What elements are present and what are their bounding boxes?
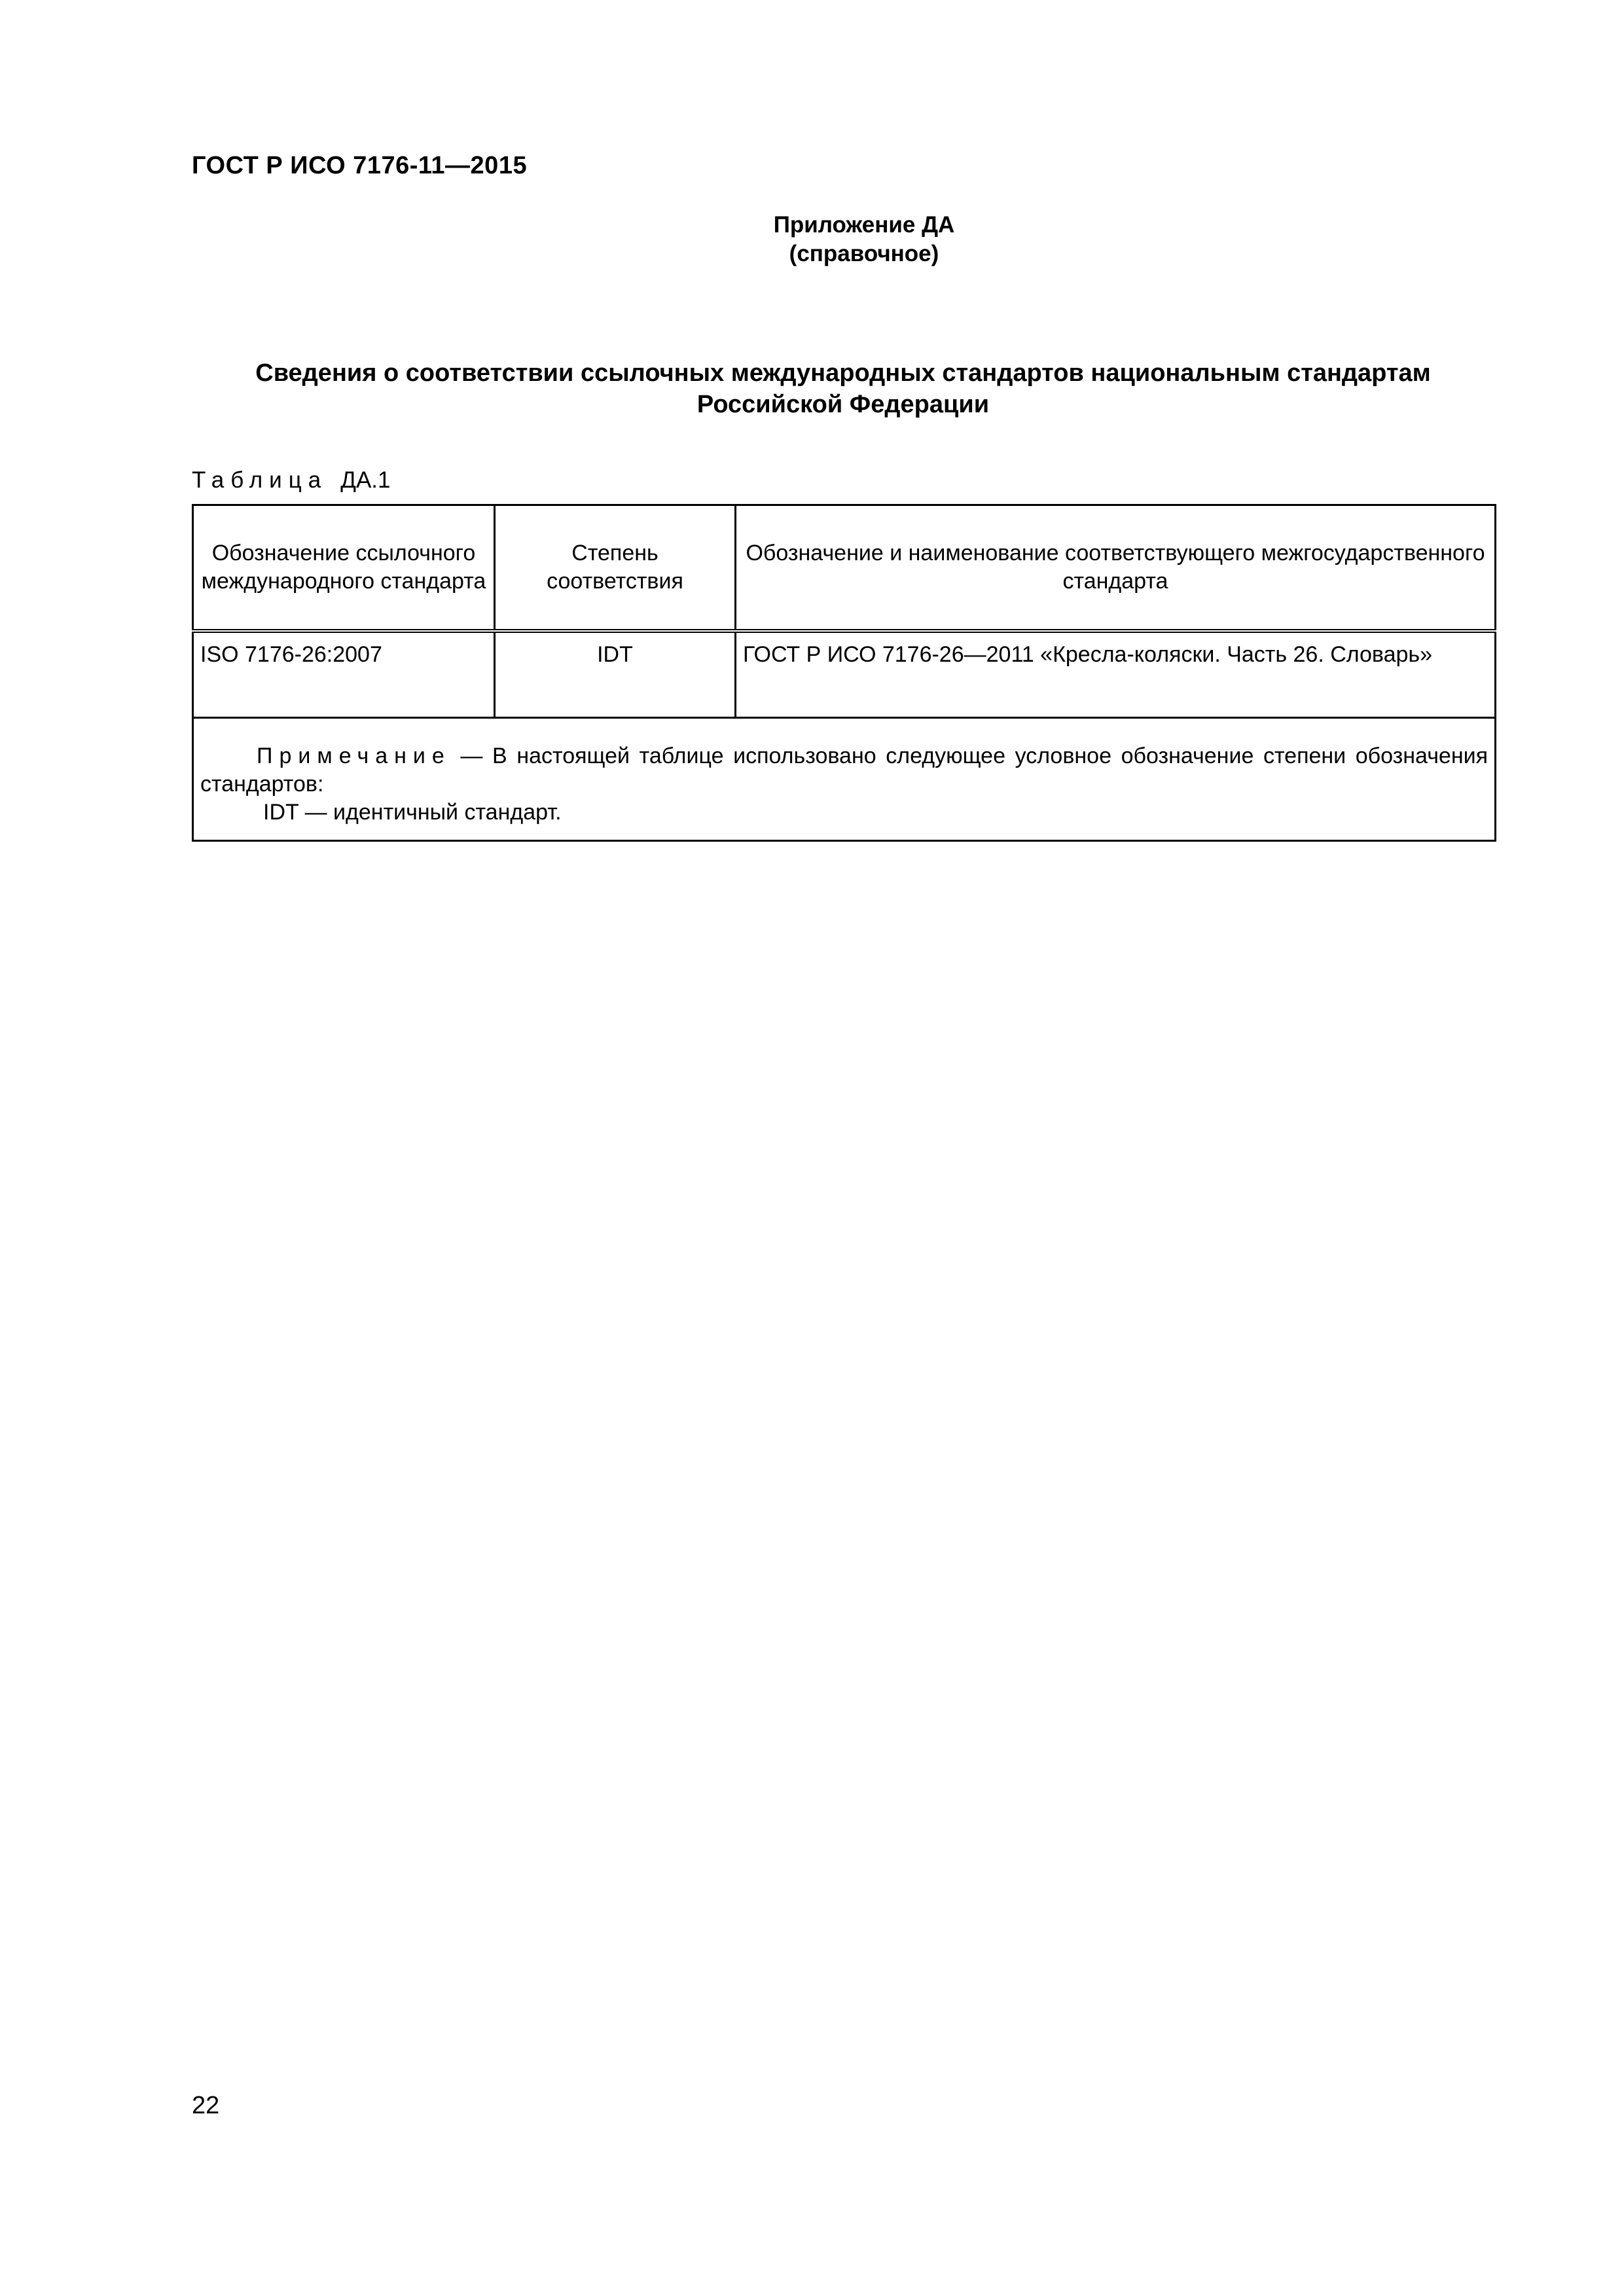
document-code: ГОСТ Р ИСО 7176-11—2015 xyxy=(192,152,528,179)
header-reference-standard: Обозначение ссылочного международного стандарта xyxy=(193,505,495,632)
cell-national-standard: ГОСТ Р ИСО 7176-26—2011 «Кресла-коляски. Часть 26. Словарь» xyxy=(736,631,1496,718)
page-number: 22 xyxy=(192,2092,220,2119)
cell-degree: IDT xyxy=(495,631,736,718)
cell-reference-standard: ISO 7176-26:2007 xyxy=(193,631,495,718)
table-caption-word: Таблица xyxy=(192,467,328,493)
header-degree: Степень соответствия xyxy=(495,505,736,632)
note-label: Примечание xyxy=(257,744,451,768)
table-caption xyxy=(192,467,390,493)
appendix-title: Приложение ДА xyxy=(773,212,955,238)
table-caption-id: ДА.1 xyxy=(340,467,391,493)
correspondence-table xyxy=(192,504,1496,842)
appendix-header xyxy=(700,211,1028,268)
header-national-standard: Обозначение и наименование соответствующего межгосударственного стандарта xyxy=(736,505,1496,632)
section-heading: Сведения о соответствии ссылочных международных стандартов национальным стандартам Российской Федерации xyxy=(255,359,1431,418)
note-abbreviation: IDT — идентичный стандарт. xyxy=(263,800,562,825)
appendix-type: (справочное) xyxy=(789,241,939,266)
table-note xyxy=(193,718,1496,841)
table-row xyxy=(193,631,1496,718)
table-header-row xyxy=(193,505,1496,632)
note-text: — В настоящей таблице использовано следующее условное обозначение степени обозначения стандартов: xyxy=(200,744,1489,797)
table-note-row xyxy=(193,718,1496,841)
